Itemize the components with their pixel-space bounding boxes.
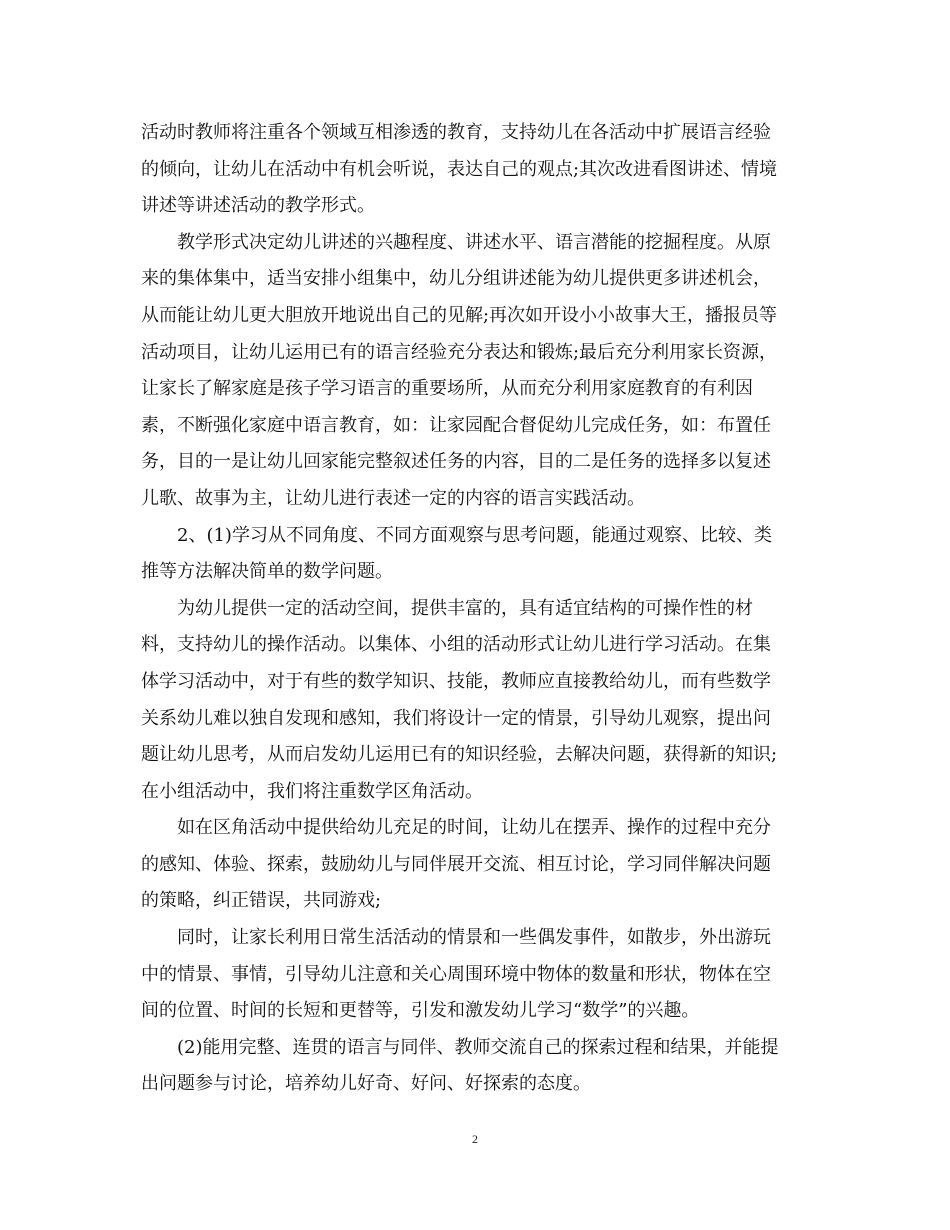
text-line: 的策略，纠正错误，共同游戏; bbox=[141, 890, 382, 912]
text-line: 料，支持幼儿的操作活动。以集体、小组的活动形式让幼儿进行学习活动。在集 bbox=[141, 634, 771, 656]
paragraph-first-line: 为幼儿提供一定的活动空间，提供丰富的，具有适宜结构的可操作性的材 bbox=[177, 597, 753, 619]
paragraph-first-line: 同时，让家长利用日常生活活动的情景和一些偶发事件，如散步，外出游玩 bbox=[177, 927, 771, 949]
text-line: 来的集体集中，适当安排小组集中，幼儿分组讲述能为幼儿提供更多讲述机会， bbox=[141, 268, 771, 290]
text-line: 体学习活动中，对于有些的数学知识、技能，教师应直接教给幼儿，而有些数学 bbox=[141, 670, 771, 692]
section-heading-line: 2、(1)学习从不同角度、不同方面观察与思考问题，能通过观察、比较、类 bbox=[177, 524, 772, 546]
text-line: 务，目的一是让幼儿回家能完整叙述任务的内容，目的二是任务的选择多以复述 bbox=[141, 451, 771, 473]
text-line: 在小组活动中，我们将注重数学区角活动。 bbox=[141, 780, 483, 802]
text-line: 从而能让幼儿更大胆放开地说出自己的见解;再次如开设小小故事大王，播报员等 bbox=[141, 304, 778, 326]
text-line: 讲述等讲述活动的教学形式。 bbox=[141, 195, 375, 217]
paragraph-first-line: 如在区角活动中提供给幼儿充足的时间，让幼儿在摆弄、操作的过程中充分 bbox=[177, 817, 771, 839]
text-line: 素，不断强化家庭中语言教育，如：让家园配合督促幼儿完成任务，如：布置任 bbox=[141, 414, 771, 436]
text-line: 间的位置、时间的长短和更替等，引发和激发幼儿学习“数学”的兴趣。 bbox=[141, 1000, 700, 1022]
text-line: 中的情景、事情，引导幼儿注意和关心周围环境中物体的数量和形状，物体在空 bbox=[141, 963, 771, 985]
page-number: 2 bbox=[472, 1132, 478, 1146]
text-line: 的感知、体验、探索，鼓励幼儿与同伴展开交流、相互讨论，学习同伴解决问题 bbox=[141, 853, 771, 875]
text-line: 关系幼儿难以独自发现和感知，我们将设计一定的情景，引导幼儿观察，提出问 bbox=[141, 707, 771, 729]
document-body bbox=[141, 115, 811, 1103]
text-line: 题让幼儿思考，从而启发幼儿运用已有的知识经验，去解决问题，获得新的知识; bbox=[141, 744, 778, 766]
text-line: 儿歌、故事为主，让幼儿进行表述一定的内容的语言实践活动。 bbox=[141, 487, 645, 509]
text-line: 的倾向，让幼儿在活动中有机会听说，表达自己的观点;其次改进看图讲述、情境 bbox=[141, 158, 778, 180]
text-line: 推等方法解决简单的数学问题。 bbox=[141, 561, 393, 583]
text-line: 让家长了解家庭是孩子学习语言的重要场所，从而充分利用家庭教育的有利因 bbox=[141, 378, 753, 400]
text-line: 活动项目，让幼儿运用已有的语言经验充分表达和锻炼;最后充分利用家长资源， bbox=[141, 341, 778, 363]
paragraph-first-line: (2)能用完整、连贯的语言与同伴、教师交流自己的探索过程和结果，并能提 bbox=[177, 1036, 779, 1058]
text-line: 活动时教师将注重各个领域互相渗透的教育，支持幼儿在各活动中扩展语言经验 bbox=[141, 122, 771, 143]
paragraph-first-line: 教学形式决定幼儿讲述的兴趣程度、讲述水平、语言潜能的挖掘程度。从原 bbox=[177, 231, 771, 253]
text-line: 出问题参与讨论，培养幼儿好奇、好问、好探索的态度。 bbox=[141, 1073, 591, 1095]
